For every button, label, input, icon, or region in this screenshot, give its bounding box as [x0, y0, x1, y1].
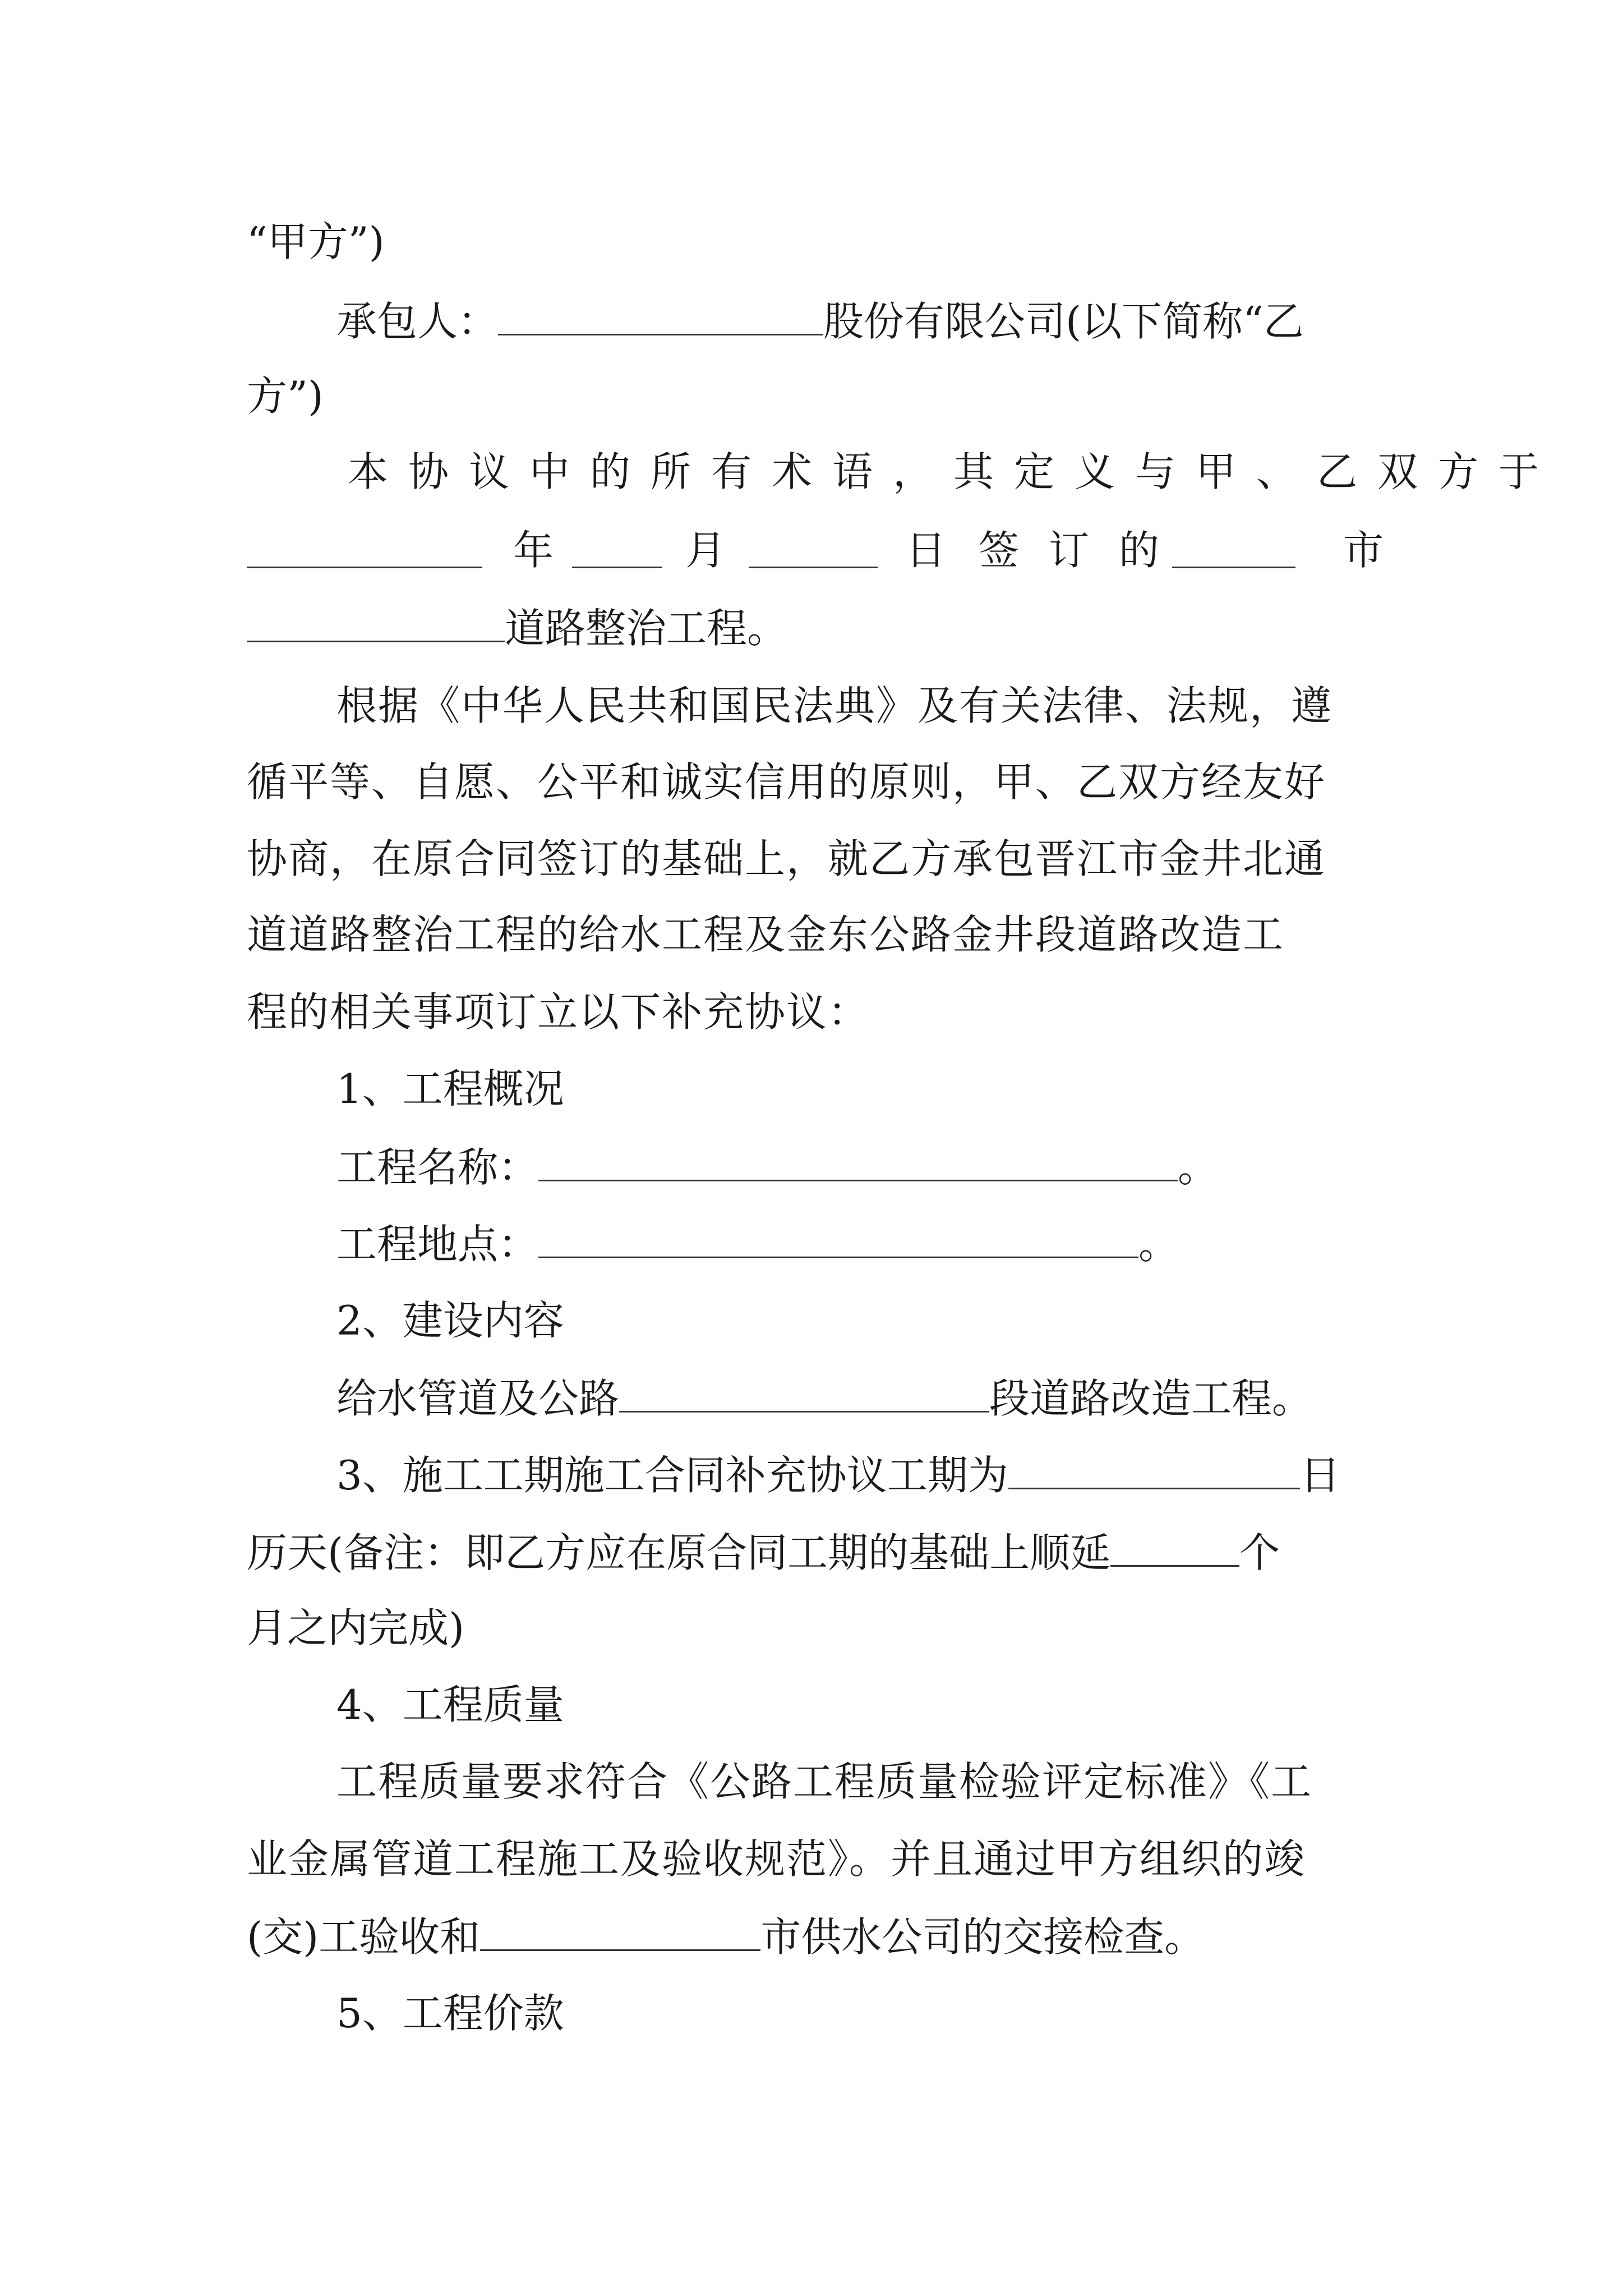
section-heading: 5、工程价款: [336, 1990, 564, 2037]
text-char: 的: [1119, 527, 1160, 574]
text-line: 月之内完成): [247, 1604, 465, 1651]
project-line: [247, 607, 787, 652]
road-section-blank[interactable]: [619, 1377, 989, 1412]
text-char: 订: [1049, 527, 1090, 574]
contractor-suffix: 股份有限公司(以下简称“乙: [823, 298, 1304, 345]
project-suffix: 道路整治工程。: [505, 605, 788, 652]
text-line: 道道路整治工程的给水工程及金东公路金井段道路改造工: [247, 911, 1285, 958]
contractor-line: [336, 300, 1304, 345]
water-company-city-blank[interactable]: [480, 1916, 760, 1951]
date-blank-day[interactable]: [749, 533, 878, 568]
contractor-label: 承包人：: [336, 298, 499, 345]
text-char: 签: [979, 527, 1020, 574]
day-label: 日: [906, 527, 947, 574]
text-line: 循平等、自愿、公平和诚实信用的原则，甲、乙双方经友好: [247, 758, 1326, 806]
acceptance-line: [247, 1913, 1205, 1961]
text-line: 工程质量要求符合《公路工程质量检验评定标准》《工: [336, 1758, 1313, 1805]
months-label: 个: [1239, 1529, 1280, 1576]
project-blank[interactable]: [247, 607, 505, 642]
text-line: 根据《中华人民共和国民法典》及有关法律、法规，遵: [336, 682, 1333, 729]
text-line: “甲方”): [247, 218, 385, 265]
duration-note-line: [247, 1531, 1280, 1576]
project-location-line: [336, 1223, 1179, 1268]
month-label: 月: [685, 527, 726, 574]
acceptance-suffix: 市供水公司的交接检查。: [760, 1913, 1205, 1961]
year-label: 年: [513, 527, 554, 574]
extension-months-blank[interactable]: [1110, 1531, 1239, 1567]
date-blank-month[interactable]: [572, 533, 662, 568]
text-line: 程的相关事项订立以下补充协议：: [247, 988, 870, 1036]
days-label: 日: [1299, 1452, 1340, 1499]
period: 。: [1138, 1221, 1179, 1268]
date-blank-year[interactable]: [247, 533, 482, 568]
text-line: 方”): [247, 372, 324, 420]
project-name-line: [336, 1146, 1218, 1191]
period: 。: [1178, 1144, 1219, 1191]
project-name-label: 工程名称：: [336, 1144, 539, 1191]
duration-line: [336, 1454, 1340, 1499]
city-blank[interactable]: [1172, 533, 1295, 568]
construction-suffix: 段道路改造工程。: [989, 1375, 1313, 1422]
duration-days-blank[interactable]: [1008, 1454, 1300, 1489]
construction-label: 给水管道及公路: [336, 1375, 620, 1422]
text-line: 本协议中的所有术语，其定义与甲、乙双方于: [348, 448, 1560, 495]
duration-note-text: 历天(备注：即乙方应在原合同工期的基础上顺延: [247, 1529, 1111, 1576]
project-name-blank[interactable]: [538, 1146, 1178, 1181]
text-line: 业金属管道工程施工及验收规范》。并且通过甲方组织的竣: [247, 1835, 1306, 1883]
construction-content-line: [336, 1377, 1312, 1422]
project-location-blank[interactable]: [538, 1223, 1138, 1258]
contractor-name-blank[interactable]: [498, 300, 823, 335]
city-label: 市: [1343, 527, 1384, 574]
section-heading: 2、建设内容: [336, 1297, 564, 1344]
acceptance-label: (交)工验收和: [247, 1913, 481, 1961]
section-heading: 1、工程概况: [336, 1065, 564, 1112]
text-line: 协商，在原合同签订的基础上，就乙方承包晋江市金井北通: [247, 835, 1326, 882]
duration-label: 3、施工工期施工合同补充协议工期为: [336, 1452, 1008, 1499]
project-location-label: 工程地点：: [336, 1221, 539, 1268]
section-heading: 4、工程质量: [336, 1681, 564, 1728]
